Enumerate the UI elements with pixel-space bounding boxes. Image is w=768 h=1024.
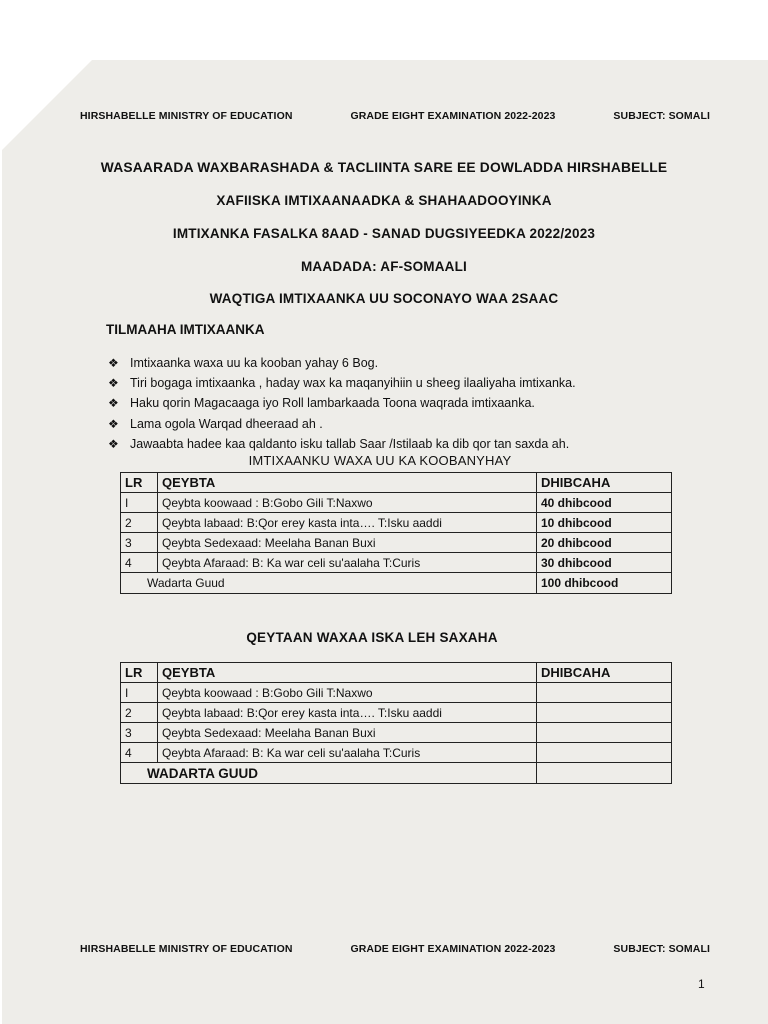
table-row: 4 Qeybta Afaraad: B: Ka war celi su'aalaha T:Curis 30 dhibcood xyxy=(121,553,672,573)
folded-corner xyxy=(0,60,92,152)
footer-exam: GRADE EIGHT EXAMINATION 2022-2023 xyxy=(350,943,556,955)
score-cell[interactable] xyxy=(537,743,672,763)
table2-caption: QEYTAAN WAXAA ISKA LEH SAXAHA xyxy=(246,630,498,645)
instruction-item: ❖ Jawaabta hadee kaa qaldanto isku tallab Saar /Istilaab ka dib qor tan saxda ah. xyxy=(108,434,668,454)
table-header-row: LR QEYBTA DHIBCAHA xyxy=(121,473,672,493)
table-total-row: WADARTA GUUD xyxy=(121,763,672,784)
title-exam: IMTIXANKA FASALKA 8AAD - SANAD DUGSIYEEDKA 2022/2023 xyxy=(172,226,596,241)
instruction-item: ❖ Lama ogola Warqad dheeraad ah . xyxy=(108,414,668,434)
title-duration: WAQTIGA IMTIXAANKA UU SOCONAYO WAA 2SAAC xyxy=(209,291,559,306)
sections-table xyxy=(120,472,672,594)
footer-ministry: HIRSHABELLE MINISTRY OF EDUCATION xyxy=(80,943,293,955)
table-row: I Qeybta koowaad : B:Gobo Gili T:Naxwo xyxy=(121,683,672,703)
bullet-icon: ❖ xyxy=(108,436,119,451)
header-subject: SUBJECT: SOMALI xyxy=(613,110,710,122)
score-cell[interactable] xyxy=(537,723,672,743)
title-subject: MAADADA: AF-SOMAALI xyxy=(300,259,468,274)
table-row: 3 Qeybta Sedexaad: Meelaha Banan Buxi 20 dhibcood xyxy=(121,533,672,553)
footer-subject: SUBJECT: SOMALI xyxy=(613,943,710,955)
top-header xyxy=(80,110,710,122)
table-row: 4 Qeybta Afaraad: B: Ka war celi su'aalaha T:Curis xyxy=(121,743,672,763)
table-row: 2 Qeybta labaad: B:Qor erey kasta inta…. T:Isku aaddi xyxy=(121,703,672,723)
table1-caption: IMTIXAANKU WAXA UU KA KOOBANYHAY xyxy=(248,453,512,468)
title-ministry: WASAARADA WAXBARASHADA & TACLIINTA SARE EE DOWLADDA HIRSHABELLE xyxy=(100,160,668,175)
title-office: XAFIISKA IMTIXAANAADKA & SHAHAADOOYINKA xyxy=(216,193,552,208)
bullet-icon: ❖ xyxy=(108,376,119,391)
instruction-item: ❖ Tiri bogaga imtixaanka , haday wax ka maqanyihiin u sheeg ilaaliyaha imtixanka. xyxy=(108,373,668,393)
bullet-icon: ❖ xyxy=(108,416,119,431)
bullet-icon: ❖ xyxy=(108,396,119,411)
total-score-cell[interactable] xyxy=(537,763,672,784)
score-cell[interactable] xyxy=(537,703,672,723)
header-exam: GRADE EIGHT EXAMINATION 2022-2023 xyxy=(350,110,556,122)
grader-table xyxy=(120,662,672,784)
table-row: 3 Qeybta Sedexaad: Meelaha Banan Buxi xyxy=(121,723,672,743)
instructions-list xyxy=(108,353,668,454)
instructions-heading: TILMAAHA IMTIXAANKA xyxy=(106,322,265,337)
instruction-item: ❖ Imtixaanka waxa uu ka kooban yahay 6 Bog. xyxy=(108,353,668,373)
table-row: I Qeybta koowaad : B:Gobo Gili T:Naxwo 40 dhibcood xyxy=(121,493,672,513)
bottom-header xyxy=(80,943,710,955)
page-number: 1 xyxy=(698,977,705,991)
table-row: 2 Qeybta labaad: B:Qor erey kasta inta…. T:Isku aaddi 10 dhibcood xyxy=(121,513,672,533)
header-ministry: HIRSHABELLE MINISTRY OF EDUCATION xyxy=(80,110,293,122)
instruction-item: ❖ Haku qorin Magacaaga iyo Roll lambarkaada Toona waqrada imtixaanka. xyxy=(108,393,668,413)
table-header-row: LR QEYBTA DHIBCAHA xyxy=(121,663,672,683)
table-total-row: Wadarta Guud 100 dhibcood xyxy=(121,573,672,594)
bullet-icon: ❖ xyxy=(108,356,119,370)
score-cell[interactable] xyxy=(537,683,672,703)
